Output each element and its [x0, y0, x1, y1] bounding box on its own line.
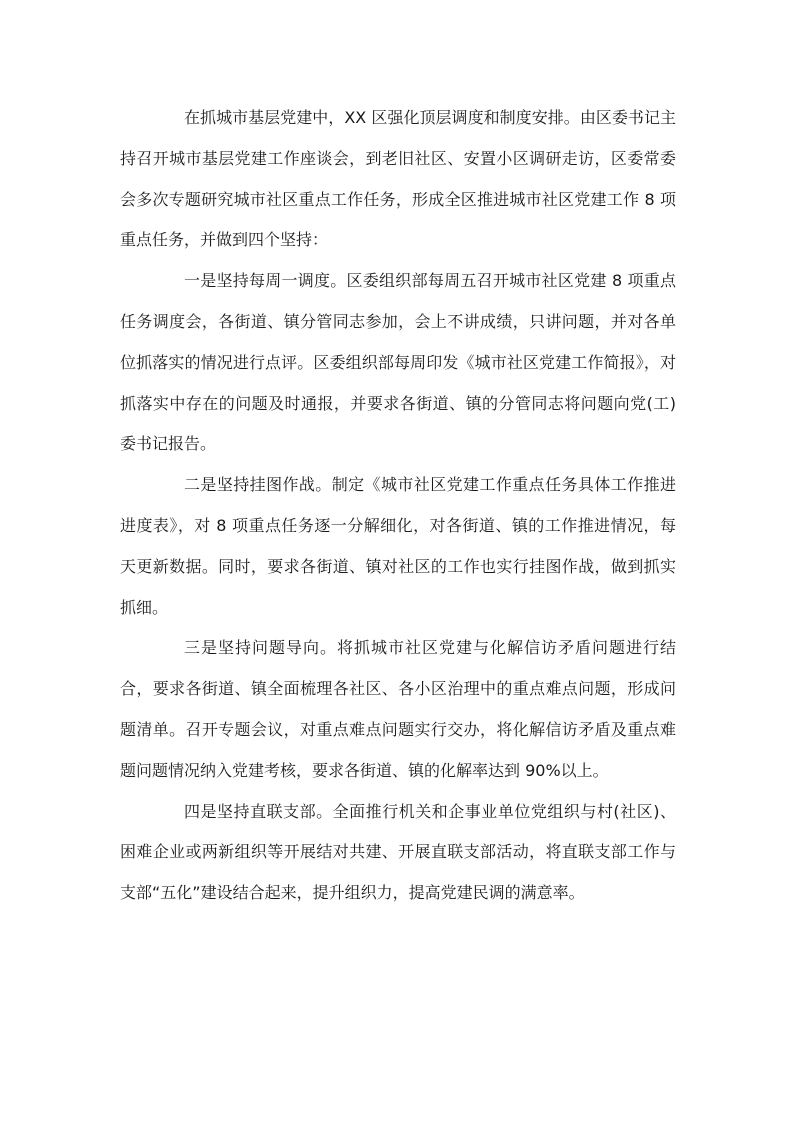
paragraph-intro: 在抓城市基层党建中，XX 区强化顶层调度和制度安排。由区委书记主持召开城市基层党建工作座谈会，到老旧社区、安置小区调研走访，区委常委会多次专题研究城市社区重点工作任务，形成全区推进城市社区党建工作 8 项重点任务，并做到四个坚持： — [120, 108, 676, 250]
paragraph-chart-operation: 二是坚持挂图作战。制定《城市社区党建工作重点任务具体工作推进进度表》，对 8 项重点任务逐一分解细化，对各街道、镇的工作推进情况，每天更新数据。同时，要求各街道、镇对社区的工作也实行挂图作战，做到抓实抓细。 — [120, 475, 676, 617]
document-body — [120, 98, 676, 914]
paragraph-weekly-dispatch: 一是坚持每周一调度。区委组织部每周五召开城市社区党建 8 项重点任务调度会，各街道、镇分管同志参加，会上不讲成绩，只讲问题，并对各单位抓落实的情况进行点评。区委组织部每周印发《城市社区党建工作简报》，对抓落实中存在的问题及时通报，并要求各街道、镇的分管同志将问题向党(工)委书记报告。 — [120, 271, 676, 454]
paragraph-direct-branch: 四是坚持直联支部。全面推行机关和企事业单位党组织与村(社区)、困难企业或两新组织等开展结对共建、开展直联支部活动，将直联支部工作与支部“五化”建设结合起来，提升组织力，提高党建民调的满意率。 — [120, 801, 676, 903]
paragraph-problem-oriented: 三是坚持问题导向。将抓城市社区党建与化解信访矛盾问题进行结合，要求各街道、镇全面梳理各社区、各小区治理中的重点难点问题，形成问题清单。召开专题会议，对重点难点问题实行交办，将化解信访矛盾及重点难题问题情况纳入党建考核，要求各街道、镇的化解率达到 90%以上。 — [120, 638, 676, 780]
